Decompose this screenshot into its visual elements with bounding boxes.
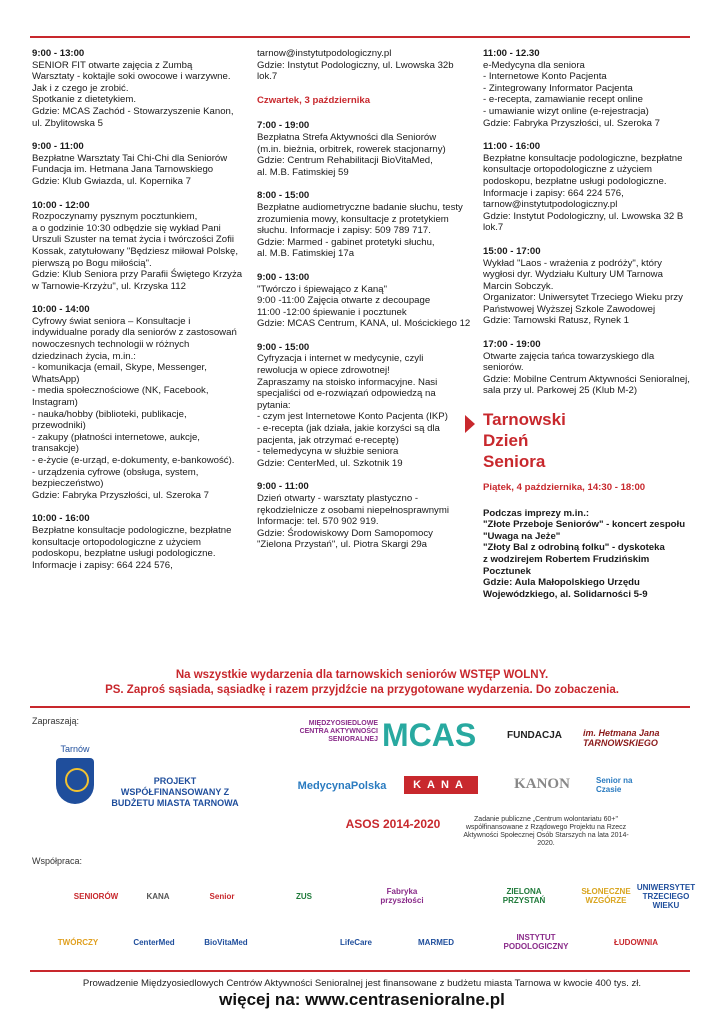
event-item: [32, 200, 247, 293]
event-time: 17:00 - 19:00: [483, 339, 541, 351]
festival-line: "Uwaga na Jeże": [483, 530, 561, 542]
event-line: Gdzie: Marmed - gabinet protetyki słuchu,: [257, 236, 435, 248]
event-item: [257, 190, 472, 260]
partner-logo: LifeCare: [339, 937, 372, 947]
top-divider: [30, 36, 690, 38]
event-line: Gdzie: Klub Seniora przy Parafii Świętego Krzyża: [32, 269, 243, 281]
event-line: Dzień otwarty - warsztaty plastyczno -: [257, 493, 419, 504]
festival-details: [483, 508, 698, 601]
partner-logo: [424, 884, 496, 908]
footer-note: Prowadzenie Międzyosiedlowych Centrów Aktywności Senioralnej jest finansowane z budżetu miasta Tarnowa w kwocie 400 tys. zł.: [82, 978, 642, 989]
event-line: Fundacja im. Hetmana Jana Tarnowskiego: [32, 164, 214, 176]
event-line: - urządzenia cyfrowe (obsługa, system,: [32, 466, 199, 478]
tarnow-label: Tarnów: [60, 744, 90, 754]
column-3: [483, 48, 698, 612]
partner-logo: KANA: [146, 891, 170, 901]
festival-line: "Złote Przeboje Seniorów" - koncert zespołu: [483, 519, 686, 531]
event-time: 11:00 - 12.30: [483, 48, 540, 59]
event-line: "Twórczo i śpiewająco z Kaną": [257, 283, 387, 295]
partner-logo: SŁONECZNE WZGÓRZE: [581, 887, 631, 905]
event-line: Gdzie: Instytut Podologiczny, ul. Lwowska 32 B: [483, 210, 684, 222]
event-line: Gdzie: Centrum Rehabilitacji BioVitaMed,: [257, 155, 433, 167]
event-line: - nauka/hobby (biblioteki, publikacje,: [32, 408, 187, 420]
event-line: Informacje: tel. 570 902 919.: [257, 516, 379, 528]
event-line: - Internetowe Konto Pacjenta: [483, 71, 607, 83]
event-line: Gdzie: MCAS Zachód - Stowarzyszenie Kanon,: [32, 105, 234, 117]
event-line: 11:00 -12:00 śpiewanie i pocztunek: [257, 306, 407, 318]
partner-logo: INSTYTUT PODOLOGICZNY: [503, 933, 569, 951]
mcas-subtitle: MIĘDZYOSIEDLOWE CENTRA AKTYWNOŚCI SENIORALNEJ: [299, 720, 378, 743]
kanon-logo: KANON: [514, 775, 570, 792]
partner-logo: CenterMed: [133, 937, 175, 947]
partner-logo: SENIORÓW: [73, 891, 119, 901]
medycyna-polska-logo: MedycynaPolska: [297, 780, 387, 792]
event-line: Wykład "Laos - wrażenia z podróży", który: [483, 257, 662, 269]
event-line: Cyfrowy świat seniora – Konsultacje i: [32, 315, 191, 327]
event-line: Organizator: Uniwersytet Trzeciego Wieku przy: [483, 292, 683, 304]
event-line: Cyfryzacja i internet w medycynie, czyli: [257, 353, 424, 365]
event-line: bezpieczeństwo): [32, 478, 104, 490]
footer-divider: [30, 970, 690, 972]
column-2: [257, 48, 472, 563]
festival-line: z wodzirejem Robertem Frudzińskim: [483, 554, 650, 565]
event-line: Bezpłatne audiometryczne badanie słuchu, testy: [257, 201, 463, 213]
event-item: [483, 141, 698, 234]
event-line: Bezpłatne konsultacje podologiczne, bezpłatne: [483, 152, 683, 164]
event-line: "Zielona Przystań", ul. Piotra Skargi 29a: [257, 539, 427, 551]
partner-logo: UNIWERSYTET TRZECIEGO WIEKU: [636, 882, 696, 910]
event-line: Gdzie: Klub Gwiazda, ul. Kopernika 7: [32, 175, 191, 187]
partner-logo: ŁUDOWNIA: [614, 937, 658, 947]
event-item: [483, 48, 698, 129]
event-line: Urszuli Szuster na temat życia i twórczości Zofii: [32, 234, 235, 246]
event-item: [257, 481, 472, 551]
event-line: rewolucja w opiece zdrowotnej!: [257, 365, 390, 377]
event-line: konsultacje ortopodologiczne z użyciem: [483, 164, 653, 176]
event-item: [483, 246, 698, 327]
event-time: 10:00 - 16:00: [32, 513, 90, 525]
event-line: Gdzie: Fabryka Przyszłości, ul. Szeroka 7: [483, 117, 661, 129]
festival-title-block: [483, 409, 698, 472]
event-line: Bezpłatna Strefa Aktywności dla Seniorów: [257, 131, 437, 143]
event-line: pacjenta, jak otrzymać e-receptę): [257, 434, 399, 446]
event-line: (m.in. bieżnia, orbitrek, rowerek stacjonarny): [257, 143, 446, 155]
event-line: Gdzie: CenterMed, ul. Szkotnik 19: [257, 457, 403, 469]
event-time: 9:00 - 13:00: [257, 271, 310, 283]
event-line: Gdzie: Środowiskowy Dom Samopomocy: [257, 527, 433, 539]
event-time: 15:00 - 17:00: [483, 245, 541, 257]
event-item: [257, 120, 472, 178]
event-line: słuchu. Informacje i zapisy: 509 789 717.: [257, 225, 431, 237]
festival-title: Tarnowski Dzień Seniora: [483, 410, 566, 472]
event-line: al. M.B. Fatimskiej 17a: [257, 248, 355, 260]
event-line: indywidualne porady dla seniorów z zastosowań: [32, 327, 237, 339]
event-line: Państwowej Wyższej Szkole Zawodowej: [483, 303, 656, 315]
festival-line: "Złoty Bal z odrobiną folku" - dyskoteka: [483, 542, 665, 554]
event-line: zrozumienia mowy, konsultacje z protetykiem: [257, 213, 449, 225]
event-item: [32, 48, 247, 129]
event-line: lok.7: [483, 222, 504, 234]
event-line: Informacje i zapisy: 664 224 576,: [483, 187, 624, 199]
event-line: podoskopu, bezpłatne usługi podologiczne.: [32, 548, 216, 560]
event-line: rękodzielnicze z osobami niepełnosprawnymi: [257, 504, 449, 516]
partner-logo: [256, 930, 328, 954]
event-line: wygłosi dyr. Wydziału Kultury UM Tarnowa: [483, 269, 663, 281]
event-line: - e-recepta, zamawianie recept online: [483, 94, 643, 106]
event-time: 9:00 - 15:00: [257, 341, 310, 353]
festival-line: Pocztunek: [483, 565, 531, 577]
festival-date: Piątek, 4 października, 14:30 - 18:00: [483, 482, 646, 494]
event-line: - e-recepta (jak działa, jakie korzyści są dla: [257, 423, 440, 435]
partner-logo: BioVitaMed: [204, 937, 248, 947]
event-item: [32, 304, 247, 501]
announcement-line-1: Na wszystkie wydarzenia dla tarnowskich seniorów WSTĘP WOLNY.: [175, 669, 549, 681]
event-line: - Zintegrowany Informator Pacjenta: [483, 82, 633, 94]
website-link[interactable]: więcej na: www.centrasenioralne.pl: [219, 990, 505, 1009]
partner-logo: TWÓRCZY: [57, 937, 99, 947]
event-line: - telemedycyna w służbie seniora: [257, 446, 399, 458]
event-time: 9:00 - 11:00: [32, 141, 84, 153]
event-line: Gdzie: Tarnowski Ratusz, Rynek 1: [483, 315, 629, 327]
event-item: [483, 339, 698, 397]
event-line: Informacje i zapisy: 664 224 576,: [32, 559, 173, 571]
event-line: e-Medycyna dla seniora: [483, 59, 585, 71]
event-line: specjaliści od e-rozwiązań odpowiedzą na: [257, 388, 436, 400]
festival-line: Wojewódzkiego, al. Solidarności 5-9: [483, 588, 648, 600]
event-line: a o godzinie 10:30 odbędzie się wykład Pani: [32, 222, 221, 234]
event-line: - zakupy (płatności internetowe, aukcje,: [32, 431, 200, 443]
event-line: przewodniki): [32, 420, 86, 432]
announcement: [0, 668, 724, 698]
event-line: Kossak, zatytułowany "Będziesz miłował Polskę,: [32, 245, 239, 257]
partner-logo: MARMED: [418, 937, 454, 947]
event-line: 9:00 -11:00 Zajęcia otwarte z decoupage: [257, 295, 431, 307]
event-continuation: [257, 48, 472, 83]
event-line: Rozpoczynamy pysznym pocztunkiem,: [32, 211, 198, 223]
event-line: - umawianie wizyt online (e-rejestracja): [483, 105, 649, 117]
event-line: Zapraszamy na stoisko informacyjne. Nasi: [257, 376, 438, 388]
event-line: konsultacje ortopodologiczne z użyciem: [32, 536, 202, 548]
event-line: w Tarnowie-Krzyżu", ul. Krzyska 112: [32, 280, 186, 292]
event-line: - komunikacja (email, Skype, Messenger,: [32, 362, 207, 374]
event-line: al. M.B. Fatimskiej 59: [257, 166, 349, 178]
senior-na-czasie-logo: Senior na Czasie: [596, 776, 633, 794]
event-line: Jak i z czego je zrobić.: [32, 82, 129, 94]
partner-logo: ZIELONA PRZYSTAŃ: [502, 887, 546, 905]
invite-label: Zapraszają:: [32, 716, 80, 726]
event-time: 10:00 - 14:00: [32, 304, 90, 316]
fundacja-label: FUNDACJA: [507, 730, 562, 741]
kana-logo: KANA: [404, 776, 478, 794]
event-line: tarnow@instytutpodologiczny.pl: [257, 48, 392, 59]
event-line: Instagram): [32, 397, 78, 409]
event-line: - czym jest Internetowe Konto Pacjenta (IKP): [257, 411, 448, 423]
event-line: sala przy ul. Parkowej 25 (Klub M-2): [483, 385, 638, 397]
event-line: Gdzie: Fabryka Przyszłości, ul. Szeroka 7: [32, 489, 210, 501]
event-line: Gdzie: MCAS Centrum, KANA, ul. Mościckiego 12: [257, 318, 471, 330]
event-time: 10:00 - 12:00: [32, 199, 90, 211]
event-item: [32, 513, 247, 571]
column-1: [32, 48, 247, 583]
event-line: nowoczesnych technologii w różnych: [32, 339, 190, 351]
event-line: podoskopu, bezpłatne usługi podologiczne.: [483, 175, 667, 187]
event-line: Gdzie: Mobilne Centrum Aktywności Senioralnej,: [483, 373, 690, 385]
festival-line: Gdzie: Aula Małopolskiego Urzędu: [483, 577, 640, 589]
event-line: Marcin Sobczyk.: [483, 280, 554, 292]
event-line: transakcje): [32, 443, 79, 455]
project-label: PROJEKT WSPÓŁFINANSOWANY Z BUDŻETU MIASTA TARNOWA: [111, 776, 239, 808]
event-line: Gdzie: Instytut Podologiczny, ul. Lwowska 32b: [257, 59, 454, 71]
event-line: Warsztaty - koktajle soki owocowe i warzywne.: [32, 71, 231, 83]
mcas-logo: MCAS: [382, 717, 477, 753]
event-line: dziedzinach życia, m.in.:: [32, 350, 136, 362]
partner-logo: ZUS: [296, 891, 312, 901]
asos-description: Zadanie publiczne „Centrum wolontariatu 60+" współfinansowane z Rządowego Projektu na Rzecz Aktywności Społecznej Osób Starszych na lata 2014-2020.: [463, 816, 629, 847]
event-line: ul. Zbylitowska 5: [32, 117, 103, 129]
partners-label: Współpraca:: [32, 856, 83, 866]
event-line: - media społecznościowe (NK, Facebook,: [32, 385, 209, 397]
event-line: - e-życie (e-urząd, e-dokumenty, e-bankowość).: [32, 455, 235, 466]
event-line: Bezpłatne konsultacje podologiczne, bezpłatne: [32, 524, 232, 536]
tarnow-crest-icon: [56, 758, 94, 804]
asos-logo: ASOS 2014-2020: [345, 817, 441, 831]
event-time: 8:00 - 15:00: [257, 190, 310, 202]
partner-logo: Fabryka przyszłości: [380, 887, 424, 905]
event-time: 11:00 - 16:00: [483, 141, 541, 153]
event-item: [257, 272, 472, 330]
arrow-icon: [465, 415, 475, 433]
festival-line: Podczas imprezy m.in.:: [483, 507, 590, 519]
event-line: tarnow@instytutpodologiczny.pl: [483, 199, 618, 211]
event-time: 7:00 - 19:00: [257, 120, 310, 132]
event-item: [257, 342, 472, 470]
event-line: pytania:: [257, 399, 291, 411]
event-line: seniorów.: [483, 362, 524, 374]
event-line: WhatsApp): [32, 373, 80, 385]
event-item: [32, 141, 247, 187]
partner-logo: Senior: [209, 891, 235, 901]
event-line: Otwarte zajęcia tańca towarzyskiego dla: [483, 350, 655, 362]
day-heading: Czwartek, 3 października: [257, 94, 371, 106]
event-line: Bezpłatne Warsztaty Tai Chi-Chi dla Seniorów: [32, 152, 228, 164]
event-line: pierwszą po Bogu miłością".: [32, 257, 152, 269]
hetman-label: im. Hetmana Jana TARNOWSKIEGO: [583, 728, 660, 748]
announcement-divider: [30, 706, 690, 708]
announcement-line-2: PS. Zaproś sąsiada, sąsiadkę i razem przyjdźcie na przygotowane wydarzenia. Do zobaczenia.: [105, 684, 619, 696]
event-line: lok.7: [257, 71, 278, 83]
event-time: 9:00 - 13:00: [32, 48, 85, 59]
event-line: Spotkanie z dietetykiem.: [32, 94, 136, 106]
event-time: 9:00 - 11:00: [257, 481, 309, 493]
event-line: SENIOR FIT otwarte zajęcia z Zumbą: [32, 59, 193, 71]
